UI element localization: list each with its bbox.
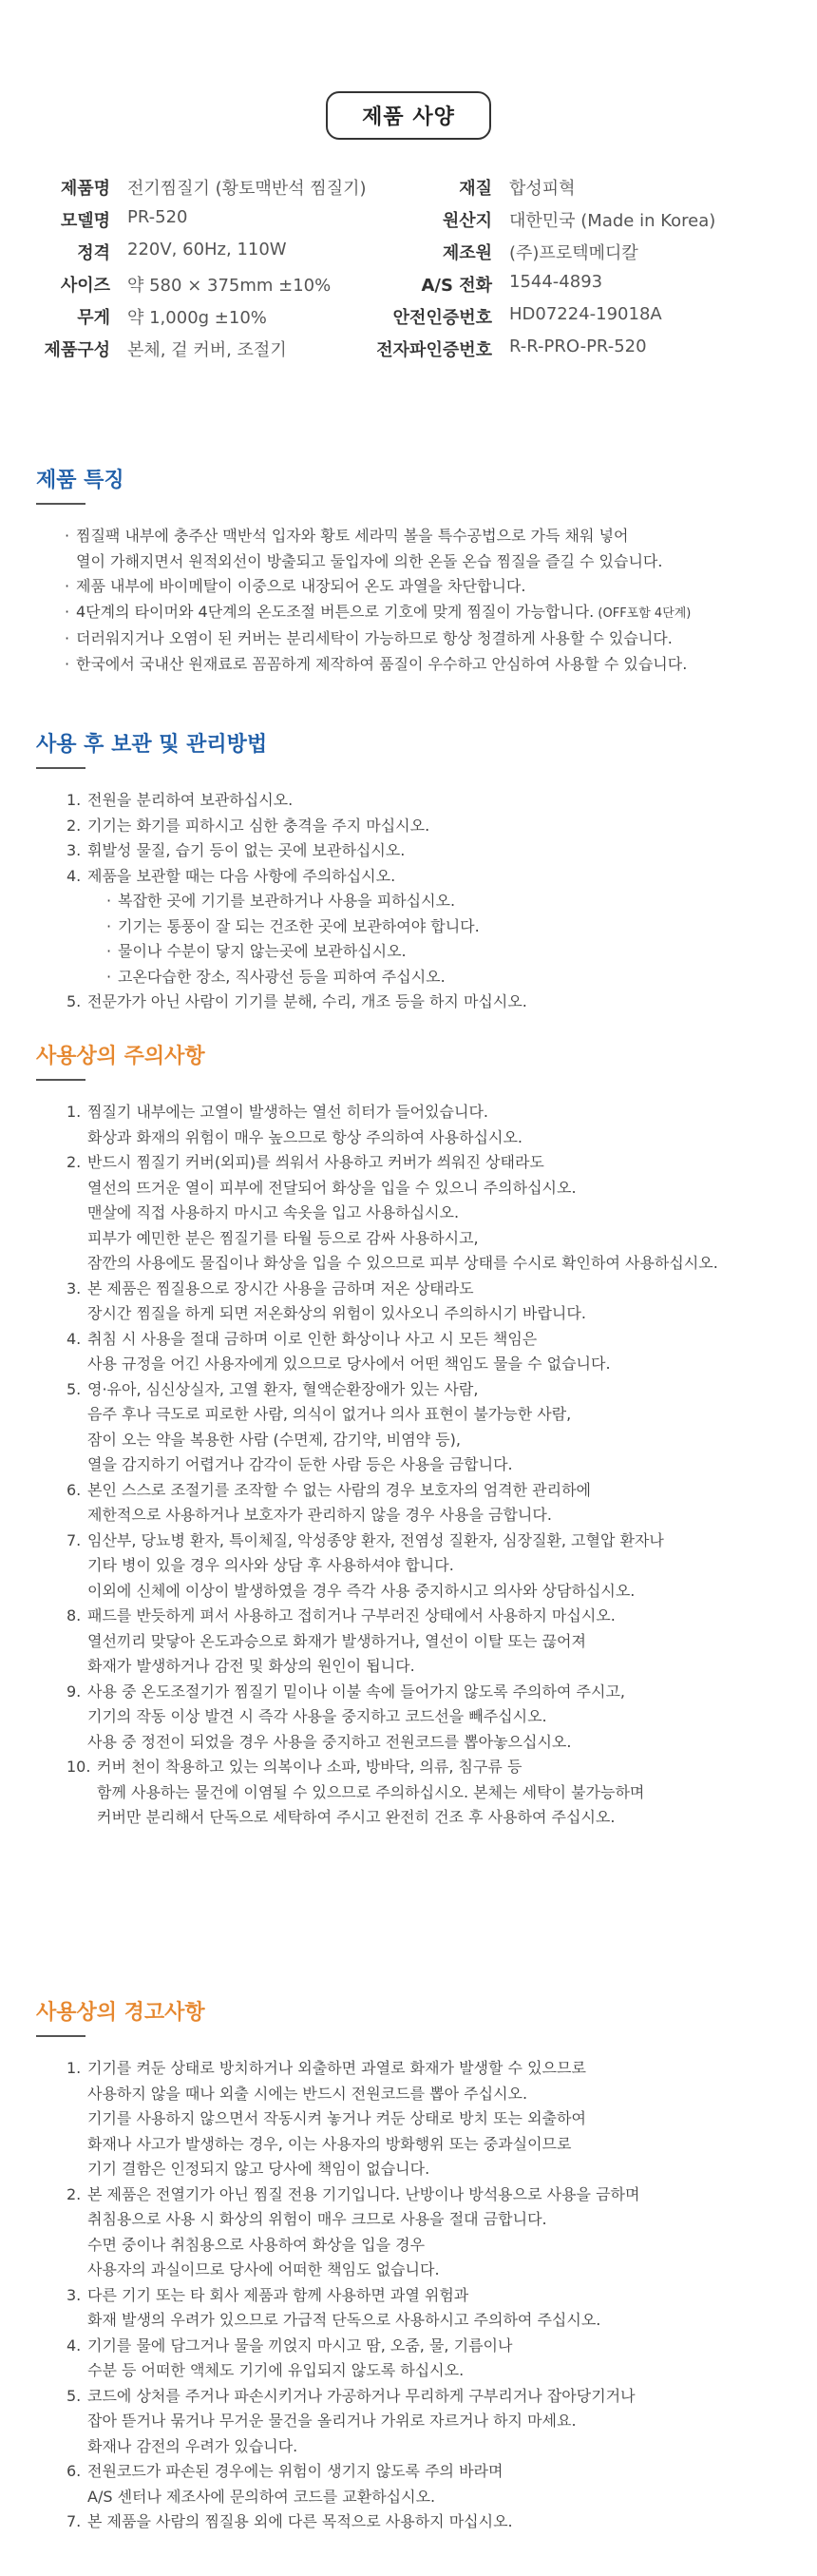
feature-line: · 제품 내부에 바이메탈이 이중으로 내장되어 온도 과열을 차단합니다. — [76, 577, 526, 595]
section-divider — [36, 1079, 86, 1081]
item-line: 취침 시 사용을 절대 금하며 이로 인한 화상이나 사고 시 모든 책임은 — [87, 1329, 538, 1348]
item-number: 6. — [66, 1480, 82, 1499]
sub-item: · 복잡한 곳에 기기를 보관하거나 사용을 피하십시오. — [106, 889, 806, 914]
item-text — [87, 1528, 806, 1605]
item-number: 7. — [66, 1530, 82, 1549]
storage-title: 사용 후 보관 및 관리방법 — [36, 733, 268, 757]
cautions-title: 사용상의 주의사항 — [36, 1045, 205, 1068]
page-title: 제품 사양 — [326, 91, 491, 140]
item-line: 사용자의 과실이므로 당사에 어떠한 책임도 없습니다. — [87, 2260, 440, 2278]
item-number: 9. — [66, 1682, 82, 1701]
item-text — [87, 864, 806, 990]
spec-value: 본체, 겉 커버, 조절기 — [127, 340, 287, 360]
list-item — [66, 2459, 806, 2509]
item-text — [87, 1377, 806, 1478]
item-number: 1. — [66, 2059, 82, 2077]
storage-section — [36, 728, 806, 1015]
item-line: 전원코드가 파손된 경우에는 위험이 생기지 않도록 주의 바라며 — [87, 2462, 504, 2480]
spec-label: 정격 — [77, 243, 110, 263]
item-line: 열선의 뜨거운 열이 피부에 전달되어 화상을 입을 수 있으니 주의하십시오. — [87, 1178, 577, 1197]
sub-item: · 기기는 통풍이 잘 되는 건조한 곳에 보관하여야 합니다. — [106, 914, 806, 940]
list-item — [66, 2334, 806, 2384]
item-line: 이외에 신체에 이상이 발생하였을 경우 즉각 사용 중지하시고 의사와 상담하십시오. — [87, 1581, 636, 1600]
section-divider — [36, 503, 86, 505]
item-line: 사용 규정을 어긴 사용자에게 있으므로 당사에서 어떤 책임도 물을 수 없습니다. — [87, 1355, 611, 1373]
list-item — [66, 1604, 806, 1680]
item-text — [87, 838, 806, 864]
item-number: 8. — [66, 1606, 82, 1624]
item-text — [87, 2459, 806, 2509]
spec-label: 재질 — [459, 179, 492, 199]
item-number: 4. — [66, 1329, 82, 1348]
spec-value: 전기찜질기 (황토맥반석 찜질기) — [127, 179, 367, 199]
item-text — [87, 1604, 806, 1680]
item-line: 기기를 물에 담그거나 물을 끼얹지 마시고 땀, 오줌, 물, 기름이나 — [87, 2336, 513, 2355]
feature-item — [65, 600, 806, 627]
item-line: 잠이 오는 약을 복용한 사람 (수면제, 감기약, 비염약 등), — [87, 1430, 462, 1449]
list-item — [66, 990, 806, 1015]
spec-label: 모델명 — [60, 211, 110, 231]
section-divider — [36, 767, 86, 769]
item-line: 코드에 상처를 주거나 파손시키거나 가공하거나 무리하게 구부리거나 잡아당기거나 — [87, 2386, 636, 2405]
item-line: 사용 중 온도조절기가 찜질기 밑이나 이불 속에 들어가지 않도록 주의하여 주시고, — [87, 1682, 625, 1701]
list-item — [66, 2283, 806, 2334]
list-item — [66, 2509, 806, 2535]
feature-item — [65, 574, 806, 600]
spec-value: 1544-4893 — [509, 272, 603, 292]
item-line: 기기는 화기를 피하시고 심한 충격을 주지 마십시오. — [87, 816, 430, 835]
sub-item: · 고온다습한 장소, 직사광선 등을 피하여 주십시오. — [106, 965, 806, 990]
item-line: 반드시 찜질기 커버(외피)를 씌워서 사용하고 커버가 씌워진 상태라도 — [87, 1153, 544, 1171]
features-section — [36, 464, 806, 677]
features-title: 제품 특징 — [36, 469, 124, 492]
item-line: 전문가가 아닌 사람이 기기를 분해, 수리, 개조 등을 하지 마십시오. — [87, 992, 527, 1010]
feature-line: · 더러워지거나 오염이 된 커버는 분리세탁이 가능하므로 항상 청결하게 사용할 수 있습니다. — [76, 629, 673, 647]
item-line: 휘발성 물질, 습기 등이 없는 곳에 보관하십시오. — [87, 841, 406, 859]
feature-item — [65, 652, 806, 678]
feature-line: 열이 가해지면서 원적외선이 방출되고 둘입자에 의한 온돌 온습 찜질을 즐길 수 있습니다. — [76, 551, 663, 570]
item-line: 전원을 분리하여 보관하십시오. — [87, 791, 294, 809]
list-item — [66, 2182, 806, 2283]
feature-item — [65, 524, 806, 574]
warnings-section — [36, 1996, 806, 2535]
list-item — [66, 864, 806, 990]
list-item — [66, 1528, 806, 1605]
item-text — [87, 814, 806, 839]
spec-row — [0, 300, 817, 333]
spec-row — [0, 333, 817, 365]
item-line: 사용하지 않을 때나 외출 시에는 반드시 전원코드를 뽑아 주십시오. — [87, 2084, 528, 2103]
sub-item: · 물이나 수분이 닿지 않는곳에 보관하십시오. — [106, 939, 806, 965]
item-text — [87, 1478, 806, 1528]
item-text — [87, 2283, 806, 2334]
item-number: 2. — [66, 816, 82, 835]
item-line: 장시간 찜질을 하게 되면 저온화상의 위험이 있사오니 주의하시기 바랍니다. — [87, 1304, 586, 1322]
cautions-list — [36, 1100, 806, 1831]
list-item — [66, 1478, 806, 1528]
item-text — [87, 1100, 806, 1150]
spec-label: 제조원 — [442, 243, 492, 263]
spec-value: 약 580 × 375mm ±10% — [127, 276, 332, 296]
item-line: 음주 후나 극도로 피로한 사람, 의식이 없거나 의사 표현이 불가능한 사람, — [87, 1405, 572, 1423]
spec-label: 안전인증번호 — [392, 308, 492, 328]
item-number: 5. — [66, 1379, 82, 1398]
item-line: 수면 중이나 취침용으로 사용하여 화상을 입을 경우 — [87, 2235, 426, 2254]
item-number: 6. — [66, 2462, 82, 2480]
item-number: 2. — [66, 2184, 82, 2203]
item-number: 5. — [66, 992, 82, 1010]
list-item — [66, 1680, 806, 1756]
spec-value: 대한민국 (Made in Korea) — [509, 211, 716, 231]
item-line: 화재 발생의 우려가 있으므로 가급적 단독으로 사용하시고 주의하여 주십시오. — [87, 2311, 601, 2329]
item-line: 함께 사용하는 물건에 이염될 수 있으므로 주의하십시오. 본체는 세탁이 불가능하며 — [97, 1782, 645, 1801]
list-item — [66, 1377, 806, 1478]
item-line: 사용 중 정전이 되었을 경우 사용을 중지하고 전원코드를 뽑아놓으십시오. — [87, 1732, 572, 1751]
item-text — [87, 788, 806, 814]
spec-value: (주)프로텍메디칼 — [509, 243, 638, 263]
item-line: 패드를 반듯하게 펴서 사용하고 접히거나 구부러진 상태에서 사용하지 마십시오. — [87, 1606, 616, 1624]
spec-label: 사이즈 — [60, 276, 110, 296]
list-item — [66, 1100, 806, 1150]
item-text — [87, 990, 806, 1015]
item-line: 잠깐의 사용에도 물집이나 화상을 입을 수 있으므로 피부 상태를 수시로 확인하여 사용하십시오. — [87, 1254, 718, 1272]
features-list — [36, 524, 806, 677]
item-line: 잡아 뜯거나 묶거나 무거운 물건을 올리거나 가위로 자르거나 하지 마세요. — [87, 2412, 577, 2430]
item-line: 기기의 작동 이상 발견 시 즉각 사용을 중지하고 코드선을 빼주십시오. — [87, 1707, 547, 1725]
item-number: 2. — [66, 1153, 82, 1171]
list-item — [66, 1277, 806, 1327]
item-text — [87, 2509, 806, 2535]
item-line: 화재가 발생하거나 감전 및 화상의 원인이 됩니다. — [87, 1657, 415, 1675]
item-text — [87, 1327, 806, 1377]
item-line: 취침용으로 사용 시 화상의 위험이 매우 크므로 사용을 절대 금합니다. — [87, 2210, 547, 2228]
item-line: 화재나 감전의 우려가 있습니다. — [87, 2436, 298, 2455]
spec-value: R-R-PRO-PR-520 — [509, 336, 647, 356]
item-number: 7. — [66, 2512, 82, 2530]
spec-value: 약 1,000g ±10% — [127, 308, 267, 328]
item-text — [87, 2056, 806, 2182]
spec-value: 220V, 60Hz, 110W — [127, 240, 287, 260]
item-number: 4. — [66, 866, 82, 885]
list-item — [66, 814, 806, 839]
feature-item — [65, 626, 806, 652]
item-line: 영·유아, 심신상실자, 고열 환자, 혈액순환장애가 있는 사람, — [87, 1379, 479, 1398]
item-text — [87, 2182, 806, 2283]
item-line: A/S 센터나 제조사에 문의하여 코드를 교환하십시오. — [87, 2487, 436, 2506]
item-line: 본인 스스로 조절기를 조작할 수 없는 사람의 경우 보호자의 엄격한 관리하에 — [87, 1480, 591, 1499]
cautions-section — [36, 1040, 806, 1831]
feature-line: · 한국에서 국내산 원재료로 꼼꼼하게 제작하여 품질이 우수하고 안심하여 사용할 수 있습니다. — [76, 654, 688, 673]
item-line: 피부가 예민한 분은 찜질기를 타월 등으로 감싸 사용하시고, — [87, 1228, 479, 1247]
spec-label: 무게 — [77, 308, 110, 328]
item-number: 3. — [66, 841, 82, 859]
item-line: 임산부, 당뇨병 환자, 특이체질, 악성종양 환자, 전염성 질환자, 심장질환, 고혈압 환자나 — [87, 1530, 664, 1549]
warnings-title: 사용상의 경고사항 — [36, 2001, 205, 2025]
item-line: 본 제품은 전열기가 아닌 찜질 전용 기기입니다. 난방이나 방석용으로 사용을 금하며 — [87, 2184, 640, 2203]
item-number: 1. — [66, 791, 82, 809]
item-line: 기타 병이 있을 경우 의사와 상담 후 사용하셔야 합니다. — [87, 1556, 454, 1574]
spec-row — [0, 268, 817, 300]
spec-label: 제품명 — [60, 179, 110, 199]
list-item — [66, 1327, 806, 1377]
spec-label: 제품구성 — [44, 340, 110, 360]
item-text — [87, 2334, 806, 2384]
spec-value: HD07224-19018A — [509, 304, 662, 324]
item-line: 맨살에 직접 사용하지 마시고 속옷을 입고 사용하십시오. — [87, 1203, 460, 1221]
item-text — [97, 1755, 806, 1831]
list-item — [66, 2384, 806, 2460]
feature-line: · 4단계의 타이머와 4단계의 온도조절 버튼으로 기호에 맞게 찜질이 가능합니다. (OFF포함 4단계) — [76, 602, 692, 621]
item-text — [87, 1150, 806, 1277]
item-line: 화재나 사고가 발생하는 경우, 이는 사용자의 방화행위 또는 중과실이므로 — [87, 2134, 572, 2153]
item-text — [87, 1277, 806, 1327]
list-item — [66, 2056, 806, 2182]
spec-value: PR-520 — [127, 207, 188, 227]
list-item — [66, 788, 806, 814]
item-line: 제품을 보관할 때는 다음 사항에 주의하십시오. — [87, 866, 396, 885]
item-line: 열선끼리 맞닿아 온도과승으로 화재가 발생하거나, 열선이 이탈 또는 끊어져 — [87, 1631, 586, 1650]
item-text — [87, 1680, 806, 1756]
warnings-list — [36, 2056, 806, 2535]
spec-row — [0, 203, 817, 236]
spec-row — [0, 236, 817, 268]
item-line: 다른 기기 또는 타 회사 제품과 함께 사용하면 과열 위험과 — [87, 2285, 469, 2304]
storage-list — [36, 788, 806, 1015]
item-number: 10. — [66, 1758, 91, 1776]
item-line: 수분 등 어떠한 액체도 기기에 유입되지 않도록 하십시오. — [87, 2361, 465, 2379]
item-line: 본 제품을 사람의 찜질용 외에 다른 목적으로 사용하지 마십시오. — [87, 2512, 513, 2530]
item-line: 기기 결함은 인정되지 않고 당사에 책임이 없습니다. — [87, 2160, 430, 2178]
item-number: 3. — [66, 2285, 82, 2304]
item-number: 4. — [66, 2336, 82, 2355]
item-number: 3. — [66, 1278, 82, 1298]
item-line: 제한적으로 사용하거나 보호자가 관리하지 않을 경우 사용을 금합니다. — [87, 1506, 552, 1524]
spec-row — [0, 171, 817, 203]
item-line: 커버만 분리해서 단독으로 세탁하여 주시고 완전히 건조 후 사용하여 주십시오. — [97, 1808, 616, 1826]
item-line: 기기를 사용하지 않으면서 작동시켜 놓거나 켜둔 상태로 방치 또는 외출하여 — [87, 2109, 586, 2127]
feature-note: (OFF포함 4단계) — [594, 606, 692, 621]
spec-table — [0, 171, 817, 365]
title-area — [0, 91, 817, 140]
item-number: 5. — [66, 2386, 82, 2405]
item-text — [87, 2384, 806, 2460]
item-line: 화상과 화재의 위험이 매우 높으므로 항상 주의하여 사용하십시오. — [87, 1127, 523, 1146]
list-item — [66, 1755, 806, 1831]
sub-list — [87, 889, 806, 990]
item-line: 기기를 켜둔 상태로 방치하거나 외출하면 과열로 화재가 발생할 수 있으므로 — [87, 2059, 586, 2077]
item-line: 커버 천이 착용하고 있는 의복이나 소파, 방바닥, 의류, 침구류 등 — [97, 1758, 522, 1776]
spec-value: 합성피혁 — [509, 179, 576, 199]
list-item — [66, 838, 806, 864]
section-divider — [36, 2035, 86, 2037]
list-item — [66, 1150, 806, 1277]
item-line: 찜질기 내부에는 고열이 발생하는 열선 히터가 들어있습니다. — [87, 1103, 489, 1121]
item-number: 1. — [66, 1103, 82, 1121]
item-line: 열을 감지하기 어렵거나 감각이 둔한 사람 등은 사용을 금합니다. — [87, 1455, 513, 1473]
spec-label: A/S 전화 — [421, 276, 492, 296]
feature-line: · 찜질팩 내부에 충주산 맥반석 입자와 황토 세라믹 볼을 특수공법으로 가득 채워 넣어 — [76, 527, 629, 545]
spec-label: 전자파인증번호 — [376, 340, 492, 360]
spec-label: 원산지 — [442, 211, 492, 231]
item-line: 본 제품은 찜질용으로 장시간 사용을 금하며 저온 상태라도 — [87, 1278, 474, 1298]
